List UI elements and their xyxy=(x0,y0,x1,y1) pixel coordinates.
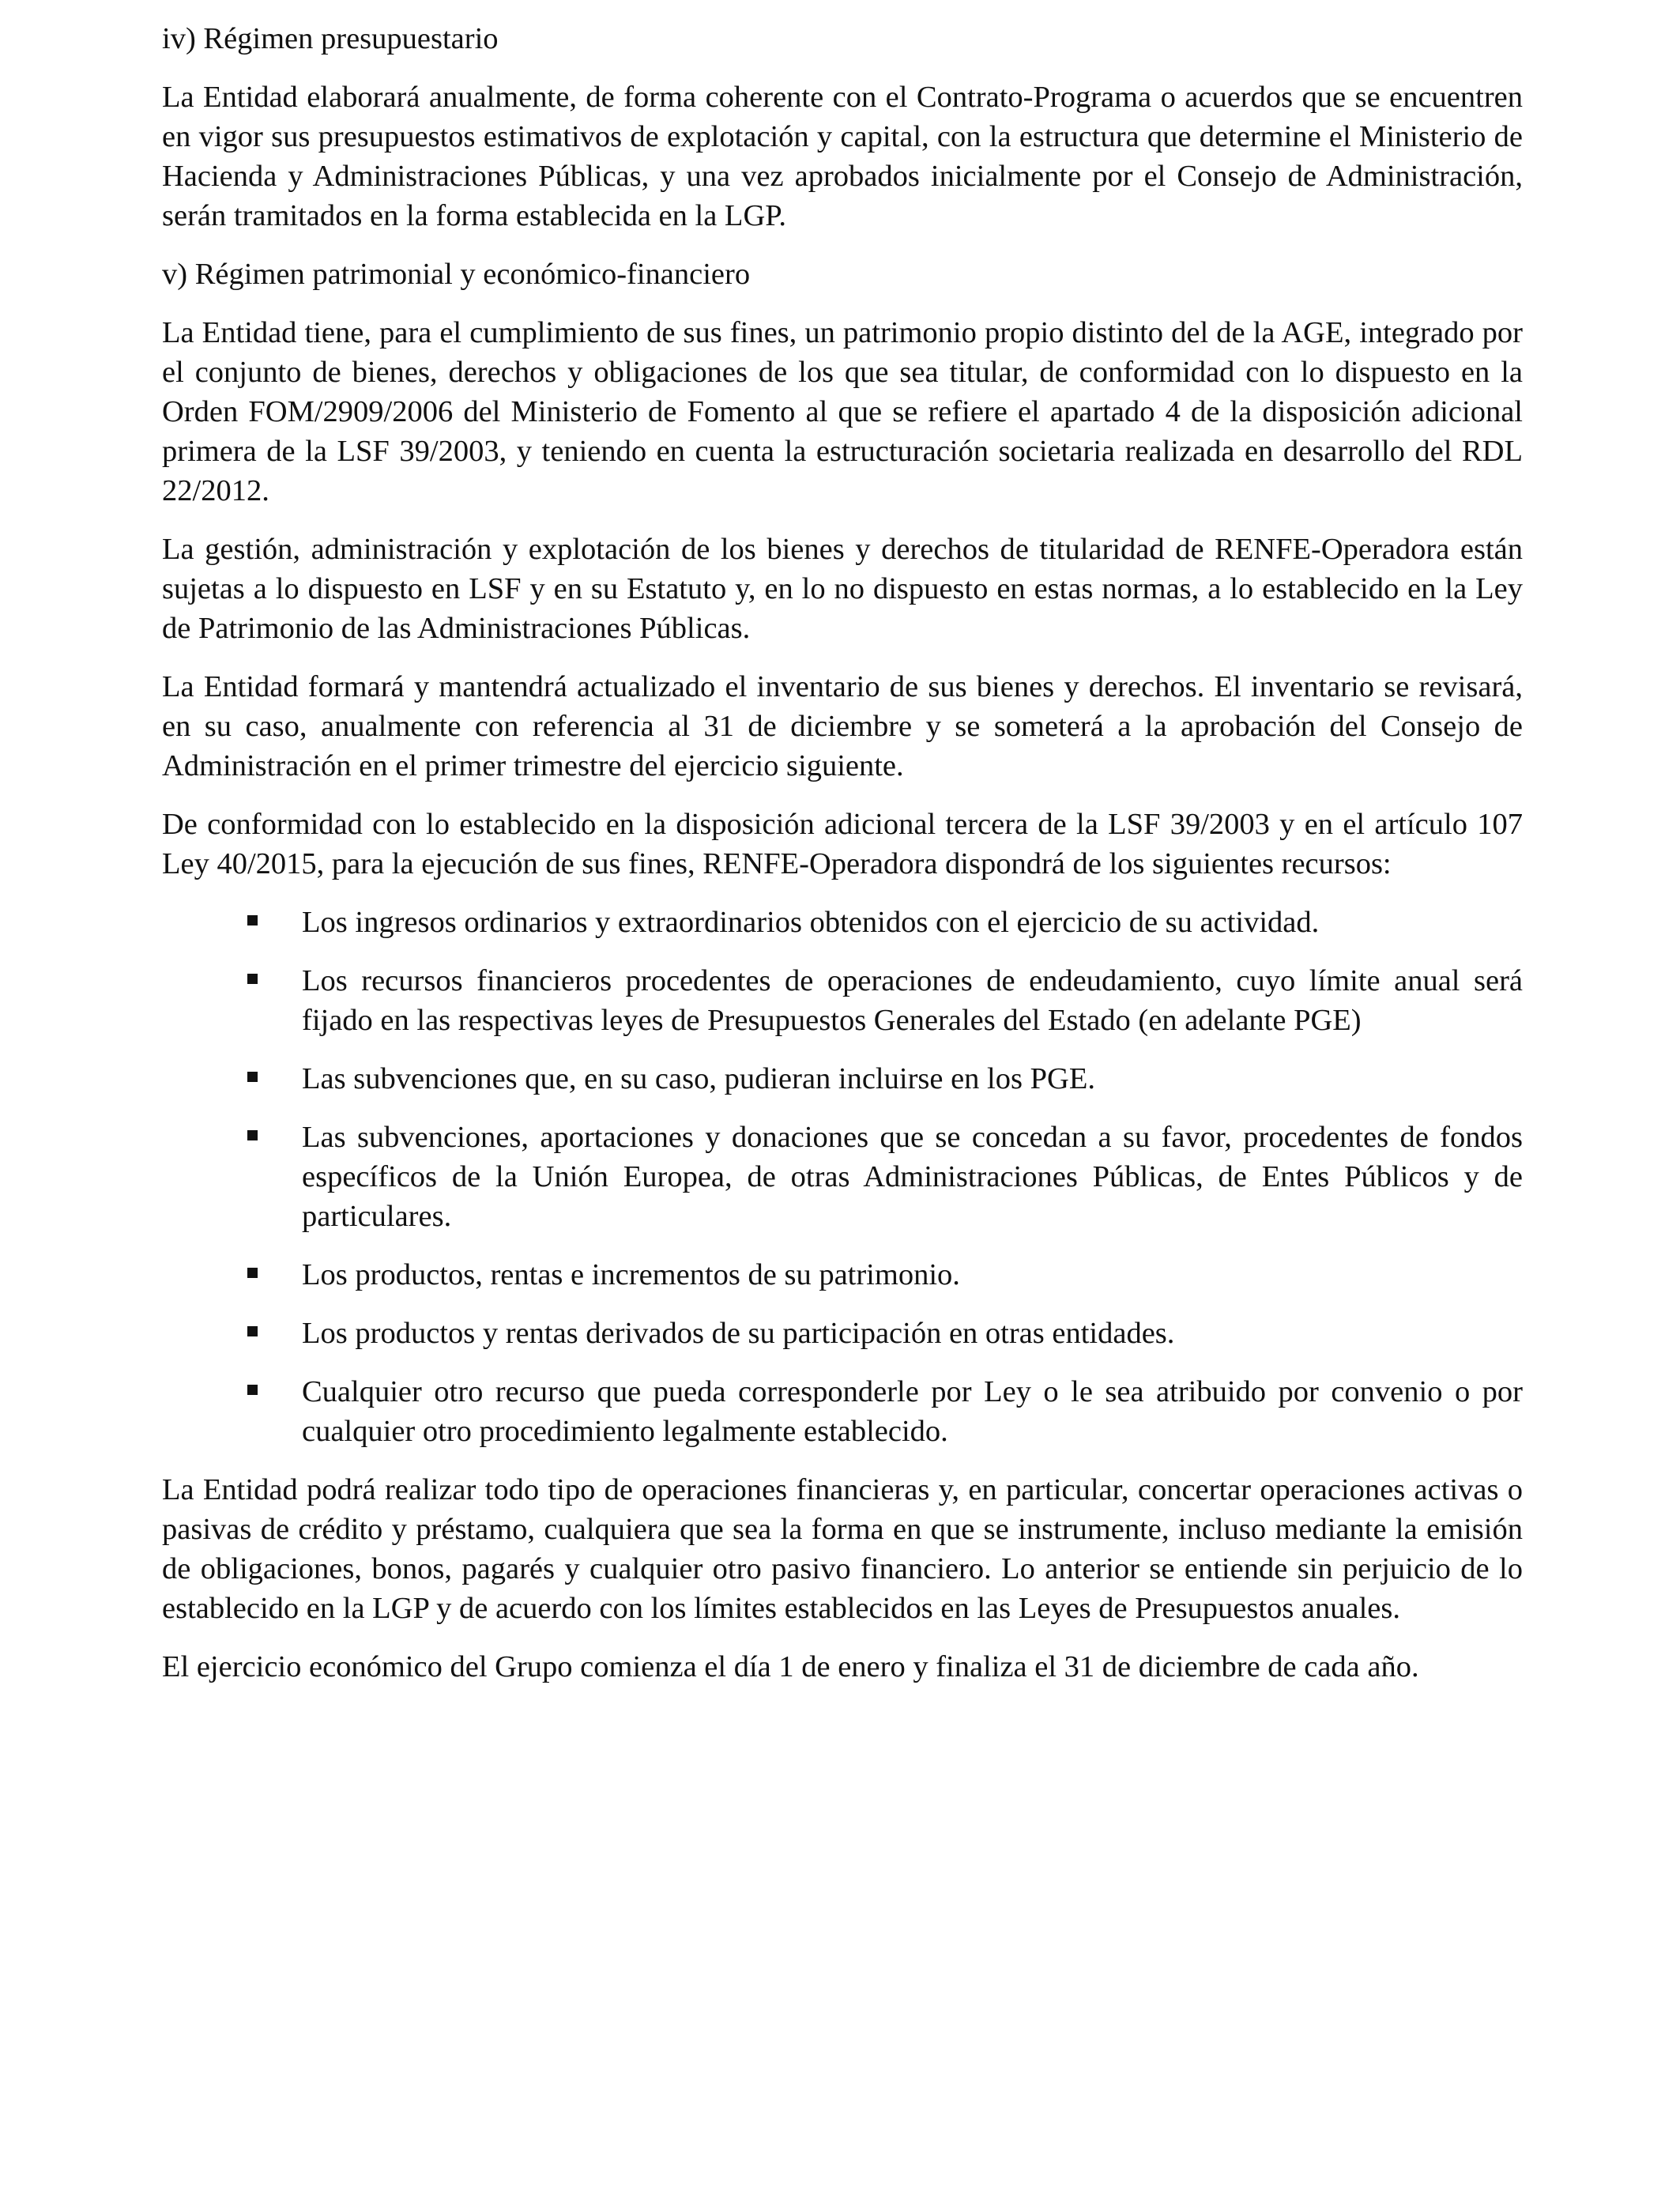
list-item xyxy=(162,903,1523,942)
list-item xyxy=(162,1118,1523,1236)
paragraph-ejercicio-economico: El ejercicio económico del Grupo comienza el día 1 de enero y finaliza el 31 de diciembre de cada año. xyxy=(162,1650,1419,1683)
list-item-text: Las subvenciones que, en su caso, pudieran incluirse en los PGE. xyxy=(302,1062,1095,1095)
square-bullet-icon xyxy=(247,1130,258,1140)
list-item xyxy=(162,1255,1523,1295)
list-item xyxy=(162,1314,1523,1353)
square-bullet-icon xyxy=(247,1326,258,1336)
list-item-text: Los productos, rentas e incrementos de su patrimonio. xyxy=(302,1258,960,1291)
recursos-list xyxy=(162,903,1523,1451)
paragraph-inventario: La Entidad formará y mantendrá actualizado el inventario de sus bienes y derechos. El inventario se revisará, en su caso, anualmente con referencia al 31 de diciembre y se someterá a la aprobación del Consejo de Administración en el primer trimestre del ejercicio siguiente. xyxy=(162,670,1523,782)
list-item xyxy=(162,1059,1523,1099)
paragraph-operaciones-financieras: La Entidad podrá realizar todo tipo de operaciones financieras y, en particular, concertar operaciones activas o pasivas de crédito y préstamo, cualquiera que sea la forma en que se instrumente, incluso mediante la emisión de obligaciones, bonos, pagarés y cualquier otro pasivo financiero. Lo anterior se entiende sin perjuicio de lo establecido en la LGP y de acuerdo con los límites establecidos en las Leyes de Presupuestos anuales. xyxy=(162,1473,1523,1625)
document-page xyxy=(162,19,1523,1706)
square-bullet-icon xyxy=(247,915,258,925)
paragraph-patrimonio-propio: La Entidad tiene, para el cumplimiento de sus fines, un patrimonio propio distinto del de la AGE, integrado por el conjunto de bienes, derechos y obligaciones de los que sea titular, de conformidad con lo dispuesto en la Orden FOM/2909/2006 del Ministerio de Fomento al que se refiere el apartado 4 de la disposición adicional primera de la LSF 39/2003, y teniendo en cuenta la estructuración societaria realizada en desarrollo del RDL 22/2012. xyxy=(162,316,1523,507)
square-bullet-icon xyxy=(247,974,258,984)
paragraph-gestion-bienes: La gestión, administración y explotación de los bienes y derechos de titularidad de RENFE-Operadora están sujetas a lo dispuesto en LSF y en su Estatuto y, en lo no dispuesto en estas normas, a lo establecido en la Ley de Patrimonio de las Administraciones Públicas. xyxy=(162,533,1523,645)
list-item-text: Las subvenciones, aportaciones y donaciones que se concedan a su favor, procedentes de fondos específicos de la Unión Europea, de otras Administraciones Públicas, de Entes Públicos y de particulares. xyxy=(302,1121,1523,1233)
square-bullet-icon xyxy=(247,1268,258,1278)
square-bullet-icon xyxy=(247,1072,258,1082)
paragraph-recursos-intro: De conformidad con lo establecido en la disposición adicional tercera de la LSF 39/2003 y en el artículo 107 Ley 40/2015, para la ejecución de sus fines, RENFE-Operadora dispondrá de los siguientes recursos: xyxy=(162,808,1523,880)
section-heading-regimen-presupuestario: iv) Régimen presupuestario xyxy=(162,22,499,55)
section-heading-regimen-patrimonial: v) Régimen patrimonial y económico-financiero xyxy=(162,258,751,291)
list-item-text: Los recursos financieros procedentes de operaciones de endeudamiento, cuyo límite anual será fijado en las respectivas leyes de Presupuestos Generales del Estado (en adelante PGE) xyxy=(302,964,1523,1037)
list-item xyxy=(162,1372,1523,1451)
list-item-text: Cualquier otro recurso que pueda corresponderle por Ley o le sea atribuido por convenio o por cualquier otro procedimiento legalmente establecido. xyxy=(302,1375,1523,1448)
square-bullet-icon xyxy=(247,1385,258,1395)
list-item-text: Los ingresos ordinarios y extraordinarios obtenidos con el ejercicio de su actividad. xyxy=(302,906,1320,939)
list-item xyxy=(162,961,1523,1040)
paragraph-presupuestos: La Entidad elaborará anualmente, de forma coherente con el Contrato-Programa o acuerdos que se encuentren en vigor sus presupuestos estimativos de explotación y capital, con la estructura que determine el Ministerio de Hacienda y Administraciones Públicas, y una vez aprobados inicialmente por el Consejo de Administración, serán tramitados en la forma establecida en la LGP. xyxy=(162,81,1523,232)
list-item-text: Los productos y rentas derivados de su participación en otras entidades. xyxy=(302,1317,1175,1350)
